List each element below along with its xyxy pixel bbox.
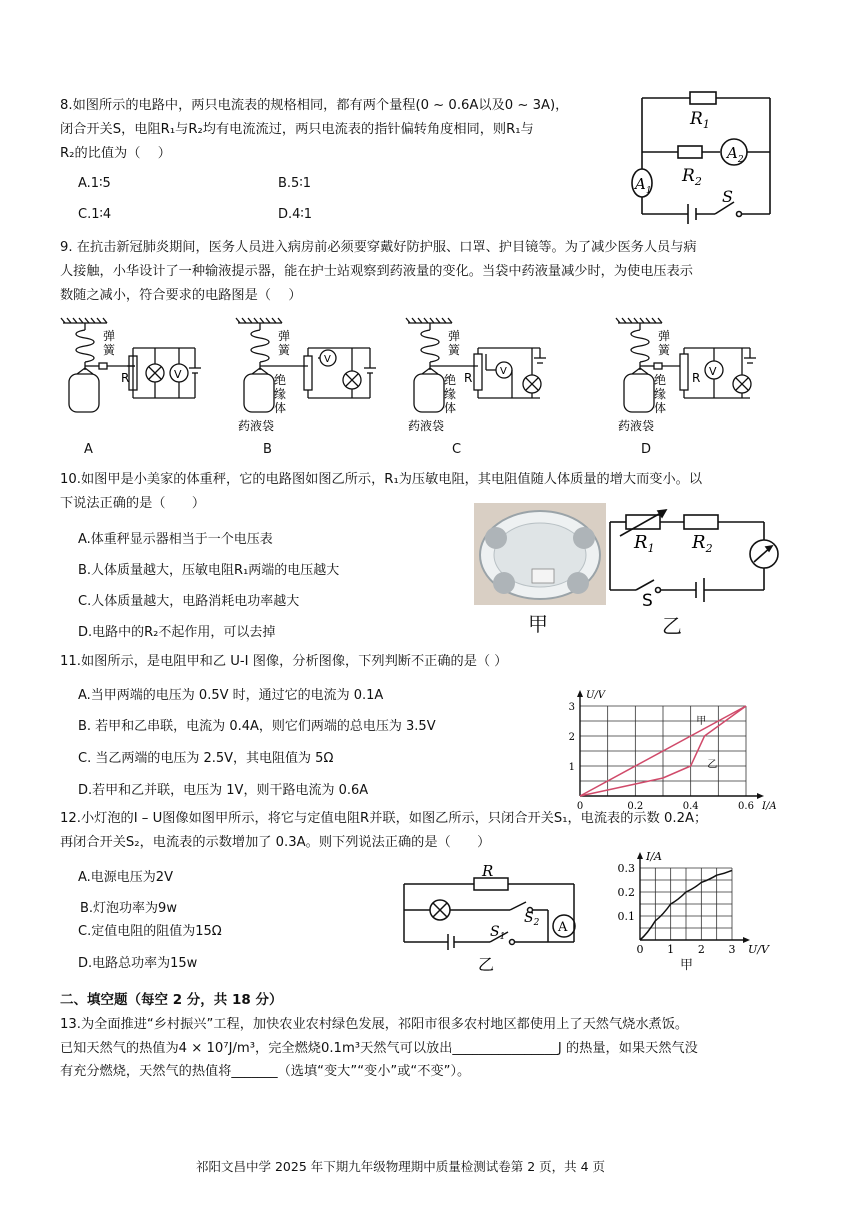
q12-line-1: 12.小灯泡的I – U图像如图甲所示，将它与定值电阻R并联，如图乙所示，只闭合开关S₁，电流表的示数 0.2A； <box>60 811 708 826</box>
x-tick-label: 3 <box>728 943 736 956</box>
q12-option-b: B.灯泡功率为9w <box>80 901 177 916</box>
q9-option-a: A <box>84 442 93 457</box>
q13-line-3: 有充分燃烧，天然气的热值将_______（选填“变大”“变小”或“不变”）。 <box>60 1064 471 1079</box>
q9-c-v-label: V <box>500 366 507 377</box>
y-tick-label: 2 <box>568 732 575 743</box>
page-footer: 祁阳文昌中学 2025 年下期九年级物理期中质量检测试卷第 2 页，共 4 页 <box>196 1159 606 1174</box>
q9-figure-d <box>610 318 770 433</box>
x-tick-label: 2 <box>697 943 705 956</box>
q12-circuit-diagram <box>398 862 578 976</box>
q11-line: 11.如图所示，是电阻甲和乙 U-I 图像，分析图像，下列判断不正确的是（ ） <box>60 654 508 669</box>
x-tick-label: 1 <box>667 943 675 956</box>
q10-line-2: 下说法正确的是（ ） <box>60 496 206 511</box>
q8-a2-label: $A_2$ <box>727 144 744 165</box>
q9-c-bag-label: 药液袋 <box>408 419 445 433</box>
q9-d-r-label: R <box>692 371 701 385</box>
q12-line-2: 再闭合开关S₂，电流表的示数增加了 0.3A。则下列说法正确的是（ ） <box>60 835 491 850</box>
q8-line-1: 8.如图所示的电路中，两只电流表的规格相同，都有两个量程(0 ~ 0.6A以及0 ~ 3A)， <box>60 98 569 113</box>
q12-r-label: R <box>482 862 494 880</box>
x-tick-label: 0 <box>636 943 644 956</box>
q10-option-b: B.人体质量越大，压敏电阻R₁两端的电压越大 <box>78 563 340 578</box>
q12-iu-chart <box>604 848 774 968</box>
y-tick-label: 0.2 <box>617 886 635 899</box>
x-tick-label: 0 <box>576 801 584 812</box>
q9-d-spring-label: 弹簧 <box>658 329 671 357</box>
series-label-yi: 乙 <box>707 759 718 771</box>
q9-figure-a <box>55 318 215 433</box>
q10-r2-label: $R_2$ <box>692 532 713 555</box>
q8-option-c: C.1∶4 <box>78 207 112 222</box>
y-tick-label: 0.1 <box>617 910 635 923</box>
q12-s1-label: $S_1$ <box>490 924 506 942</box>
q11-option-d: D.若甲和乙并联，电压为 1V，则干路电流为 0.6A <box>78 783 369 798</box>
q9-option-d: D <box>641 442 652 457</box>
q10-line-1: 10.如图甲是小美家的体重秤，它的电路图如图乙所示，R₁为压敏电阻，其电阻值随人体质量的增大而变小。以 <box>60 472 703 487</box>
y-axis-arrow <box>637 852 643 859</box>
q8-s-label: S <box>722 187 733 206</box>
q12-option-c: C.定值电阻的阻值为15Ω <box>78 924 222 939</box>
series-label-jia: 甲 <box>696 716 707 727</box>
q9-b-spring-label: 弹簧 <box>278 329 291 357</box>
q12-a-label: A <box>558 920 568 935</box>
q9-figure-b <box>230 318 390 433</box>
q12-jia-label: 甲 <box>680 958 694 973</box>
q9-line-3: 数随之减小，符合要求的电路图是（ ） <box>60 288 302 303</box>
q9-d-v-label: V <box>709 365 717 378</box>
q8-a1-label: $A_1$ <box>635 175 652 196</box>
y-tick-label: 1 <box>568 762 575 773</box>
q10-circuit-diagram <box>604 510 784 611</box>
q9-d-bag-label: 药液袋 <box>618 419 655 433</box>
x-axis-label: U/V <box>748 943 769 956</box>
q9-option-b: B <box>263 442 272 457</box>
x-axis-label: I/A <box>762 801 777 812</box>
q12-option-d: D.电路总功率为15w <box>78 956 198 971</box>
q9-figure-c <box>400 318 560 433</box>
q9-b-v-label: V <box>324 354 331 365</box>
q9-c-insulator-label: 绝缘体 <box>444 373 457 415</box>
x-tick-label: 0.6 <box>738 801 754 812</box>
q12-yi-label: 乙 <box>478 955 495 974</box>
q9-b-insulator-label: 绝缘体 <box>274 373 287 415</box>
y-axis-label: U/V <box>586 690 606 701</box>
q12-option-a: A.电源电压为2V <box>78 870 173 885</box>
q10-option-d: D.电路中的R₂不起作用，可以去掉 <box>78 625 276 640</box>
q10-r1-label: $R_1$ <box>634 532 655 555</box>
q9-a-spring-label: 弹簧 <box>103 329 116 357</box>
q13-line-2: 已知天然气的热值为4 × 10⁷J/m³，完全燃烧0.1m³天然气可以放出________________J 的热量，如果天然气没 <box>60 1041 698 1056</box>
x-tick-label: 0.4 <box>682 801 699 812</box>
q9-c-spring-label: 弹簧 <box>448 329 461 357</box>
q8-r1-label: $R_1$ <box>690 109 710 131</box>
q13-line-1: 13.为全面推进“乡村振兴”工程，加快农业农村绿色发展，祁阳市很多农村地区都使用上了天然气烧水煮饭。 <box>60 1017 689 1032</box>
q10-yi-label: 乙 <box>662 614 682 638</box>
q10-jia-label: 甲 <box>528 612 548 636</box>
y-tick-label: 3 <box>568 702 575 713</box>
q9-line-1: 9. 在抗击新冠肺炎期间，医务人员进入病房前必须要穿戴好防护服、口罩、护目镜等。为了减少医务人员与病 <box>60 240 697 255</box>
q9-line-2: 人接触，小华设计了一种输液提示器，能在护士站观察到药液量的变化。当袋中药液量减少时，为使电压表示 <box>60 264 693 279</box>
q8-circuit-diagram <box>630 90 775 220</box>
q10-scale-photo <box>474 503 606 605</box>
q8-r2-label: $R_2$ <box>682 166 702 188</box>
q8-option-d: D.4∶1 <box>278 207 313 222</box>
q9-a-r-label: R <box>121 371 130 385</box>
q9-a-v-label: V <box>174 368 182 381</box>
q8-line-2: 闭合开关S，电阻R₁与R₂均有电流流过，两只电流表的指针偏转角度相同，则R₁与 <box>60 122 534 137</box>
x-axis-arrow <box>757 793 764 799</box>
q9-option-c: C <box>452 442 462 457</box>
q8-option-b: B.5∶1 <box>278 176 311 191</box>
q10-s-label: S <box>642 591 653 611</box>
y-tick-label: 0.3 <box>617 862 635 875</box>
q9-c-r-label: R <box>464 371 473 385</box>
q11-option-c: C. 当乙两端的电压为 2.5V，其电阻值为 5Ω <box>78 751 334 766</box>
q9-d-insulator-label: 绝缘体 <box>654 373 667 415</box>
section-2-title: 二、填空题（每空 2 分，共 18 分） <box>60 992 283 1008</box>
q8-option-a: A.1∶5 <box>78 176 111 191</box>
q11-option-b: B. 若甲和乙串联，电流为 0.4A，则它们两端的总电压为 3.5V <box>78 719 436 734</box>
q9-b-bag-label: 药液袋 <box>238 419 275 433</box>
q10-option-a: A.体重秤显示器相当于一个电压表 <box>78 532 273 547</box>
q11-ui-chart <box>552 684 802 814</box>
y-axis-label: I/A <box>646 850 662 863</box>
y-axis-arrow <box>577 690 583 697</box>
q10-option-c: C.人体质量越大，电路消耗电功率越大 <box>78 594 300 609</box>
q8-line-3: R₂的比值为（ ） <box>60 146 171 161</box>
q12-s2-label: $S_2$ <box>524 910 540 928</box>
q11-option-a: A.当甲两端的电压为 0.5V 时，通过它的电流为 0.1A <box>78 688 384 703</box>
x-tick-label: 0.2 <box>627 801 644 812</box>
